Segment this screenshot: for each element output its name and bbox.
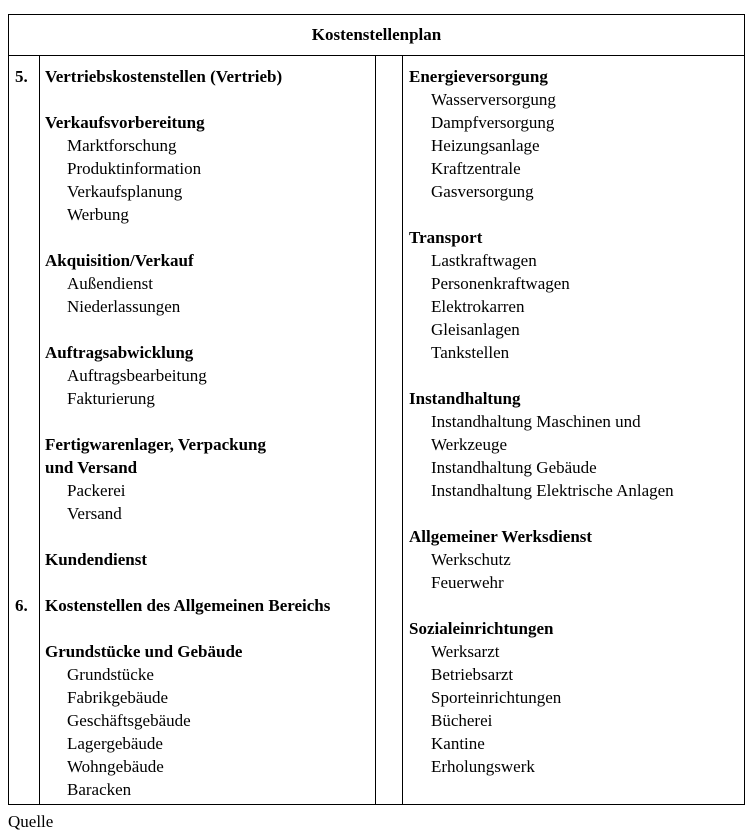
cost-center-item: Elektrokarren xyxy=(431,297,525,316)
spacer xyxy=(45,410,375,433)
section-number xyxy=(15,663,43,686)
section-number xyxy=(15,249,43,272)
cost-center-item: Kantine xyxy=(431,734,485,753)
spacer xyxy=(15,410,43,433)
section-number: 5. xyxy=(15,67,28,86)
section-number xyxy=(15,502,43,525)
cost-center-group-heading: Transport xyxy=(409,228,483,247)
cost-center-item: Kraftzentrale xyxy=(431,159,521,178)
cost-center-item: Außendienst xyxy=(67,274,153,293)
cost-center-item: Versand xyxy=(67,504,122,523)
cost-center-item: Baracken xyxy=(67,780,132,799)
cost-center-item: Dampfversorgung xyxy=(431,113,555,132)
cost-center-item: Niederlassungen xyxy=(67,297,181,316)
section-number xyxy=(15,456,43,479)
cost-center-item: Auftragsbearbeitung xyxy=(67,366,207,385)
section-number xyxy=(15,686,43,709)
cost-center-item: Instandhaltung Elektrische Anlagen xyxy=(431,481,674,500)
cost-center-group-heading: Kostenstellen des Allgemeinen Bereichs xyxy=(45,596,331,615)
cost-center-item: Werkschutz xyxy=(431,550,511,569)
section-number xyxy=(15,364,43,387)
cost-center-group-heading: Vertriebskostenstellen (Vertrieb) xyxy=(45,67,283,86)
cost-center-item: Geschäftsgebäude xyxy=(67,711,191,730)
spacer xyxy=(409,203,739,226)
spacer xyxy=(409,594,739,617)
section-number xyxy=(15,134,43,157)
right-column xyxy=(409,65,739,778)
section-number xyxy=(15,157,43,180)
cost-center-group-heading: Grundstücke und Gebäude xyxy=(45,642,243,661)
spacer xyxy=(45,525,375,548)
center-divider-left xyxy=(375,55,376,804)
section-number xyxy=(15,433,43,456)
cost-center-item: Lagergebäude xyxy=(67,734,163,753)
cost-center-item: Packerei xyxy=(67,481,126,500)
cost-center-item: Heizungsanlage xyxy=(431,136,540,155)
cost-center-item: Wohngebäude xyxy=(67,757,164,776)
cost-center-group-heading: Kundendienst xyxy=(45,550,148,569)
spacer xyxy=(409,364,739,387)
spacer xyxy=(45,617,375,640)
cost-center-item: Betriebsarzt xyxy=(431,665,514,684)
spacer xyxy=(15,318,43,341)
section-number: 6. xyxy=(15,596,28,615)
cost-center-item: Instandhaltung Gebäude xyxy=(431,458,597,477)
cost-center-item: Werkzeuge xyxy=(431,435,508,454)
section-number xyxy=(15,778,43,801)
cost-center-item: Sporteinrichtungen xyxy=(431,688,562,707)
section-number xyxy=(15,479,43,502)
cost-center-item: Wasserversorgung xyxy=(431,90,556,109)
spacer xyxy=(45,571,375,594)
cost-center-group-heading: Allgemeiner Werksdienst xyxy=(409,527,593,546)
cost-center-item: Tankstellen xyxy=(431,343,510,362)
cost-center-item: Marktforschung xyxy=(67,136,177,155)
section-number xyxy=(15,295,43,318)
cost-center-group-heading: und Versand xyxy=(45,458,138,477)
spacer xyxy=(45,88,375,111)
cost-center-group-heading: Sozialeinrichtungen xyxy=(409,619,554,638)
cost-center-item: Werbung xyxy=(67,205,129,224)
section-number xyxy=(15,272,43,295)
cost-center-item: Bücherei xyxy=(431,711,493,730)
cost-center-group-heading: Instandhaltung xyxy=(409,389,521,408)
section-number xyxy=(15,180,43,203)
cost-center-item: Erholungswerk xyxy=(431,757,535,776)
cost-center-item: Gleisanlagen xyxy=(431,320,520,339)
cost-center-group-heading: Energieversorgung xyxy=(409,67,548,86)
source-note: Quelle xyxy=(8,812,54,831)
section-number xyxy=(15,341,43,364)
cost-center-group-heading: Auftragsabwicklung xyxy=(45,343,194,362)
cost-center-group-heading: Fertigwarenlager, Verpackung xyxy=(45,435,266,454)
left-column xyxy=(45,65,375,801)
number-column xyxy=(15,65,43,801)
spacer xyxy=(15,226,43,249)
cost-center-item: Feuerwehr xyxy=(431,573,504,592)
cost-center-item: Lastkraftwagen xyxy=(431,251,537,270)
cost-center-table xyxy=(8,14,745,805)
cost-center-group-heading: Akquisition/Verkauf xyxy=(45,251,194,270)
cost-center-item: Produktinformation xyxy=(67,159,202,178)
cost-center-item: Fabrikgebäude xyxy=(67,688,169,707)
cost-center-item: Verkaufsplanung xyxy=(67,182,183,201)
cost-center-item: Gasversorgung xyxy=(431,182,534,201)
spacer xyxy=(45,226,375,249)
spacer xyxy=(45,318,375,341)
section-number xyxy=(15,755,43,778)
spacer xyxy=(15,617,43,640)
cost-center-item: Grundstücke xyxy=(67,665,154,684)
section-number xyxy=(15,640,43,663)
spacer xyxy=(15,571,43,594)
table-title: Kostenstellenplan xyxy=(9,15,744,56)
spacer xyxy=(409,502,739,525)
cost-center-item: Fakturierung xyxy=(67,389,155,408)
section-number xyxy=(15,203,43,226)
section-number xyxy=(15,548,43,571)
center-divider-right xyxy=(402,55,403,804)
section-number xyxy=(15,111,43,134)
spacer xyxy=(15,525,43,548)
cost-center-item: Instandhaltung Maschinen und xyxy=(431,412,641,431)
cost-center-item: Personenkraftwagen xyxy=(431,274,570,293)
spacer xyxy=(15,88,43,111)
section-number xyxy=(15,732,43,755)
cost-center-group-heading: Verkaufsvorbereitung xyxy=(45,113,205,132)
section-number xyxy=(15,387,43,410)
section-number xyxy=(15,709,43,732)
cost-center-item: Werksarzt xyxy=(431,642,500,661)
